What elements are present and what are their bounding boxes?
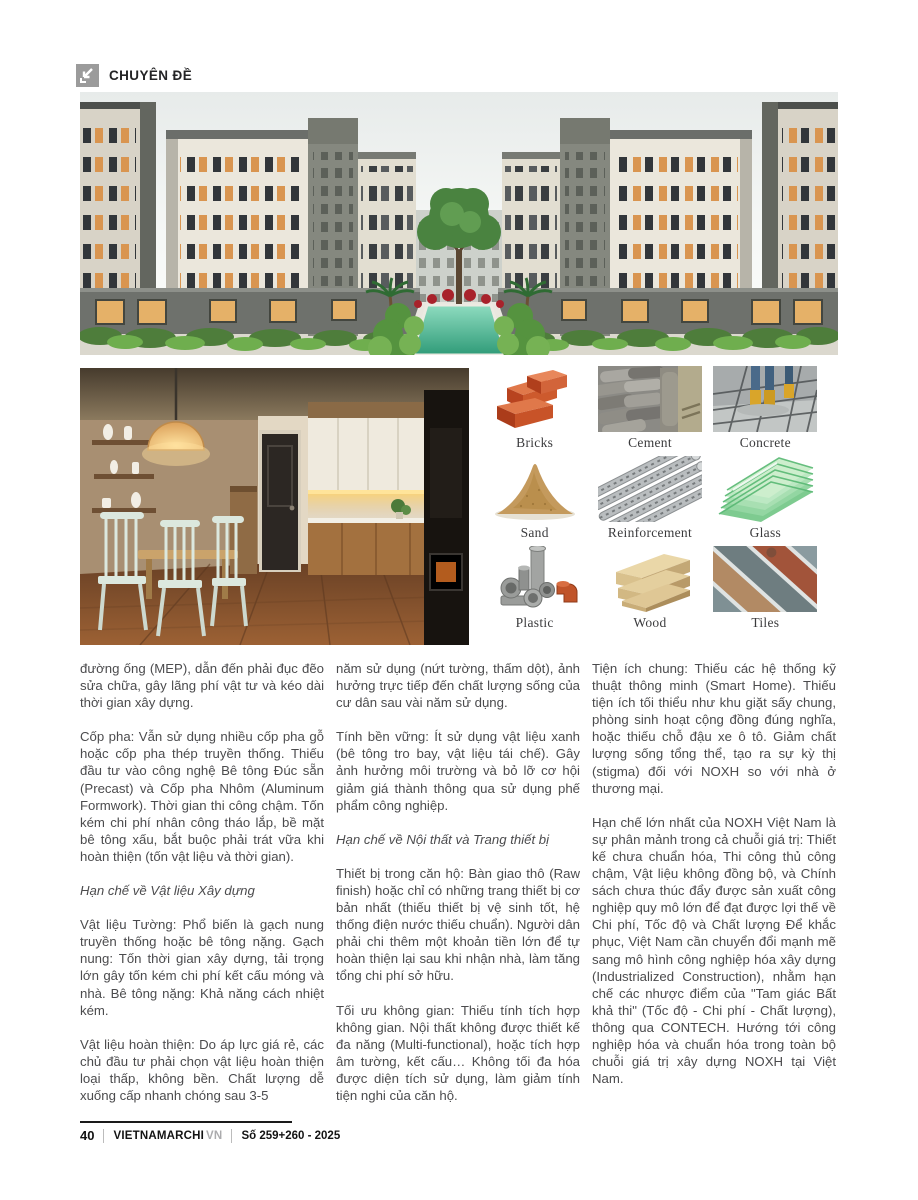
footer-divider bbox=[103, 1129, 104, 1143]
corner-arrow-icon bbox=[76, 64, 99, 87]
cement-image bbox=[598, 366, 702, 432]
text-column-1 bbox=[80, 660, 324, 1104]
text-column-2 bbox=[336, 660, 580, 1104]
paragraph: Cốp pha: Vẫn sử dụng nhiều cốp pha gỗ hoặc cốp pha thép truyền thống. Thiếu đầu tư vào công nghệ Bê tông Đúc sẵn (Precast) và Cốp pha Nhôm (Aluminum Formwork). Thời gian thi công chậm. Tốn kém chi phí nhân công tháo lắp, bề mặt bê tông xấu, bắt buộc phải trát vữa khi hoàn thiện (tốn vật liệu và thời gian). bbox=[80, 729, 324, 864]
apartment-complex-image bbox=[80, 92, 838, 355]
magazine-brand: VIETNAMARCHI VN bbox=[113, 1129, 223, 1142]
article-body bbox=[80, 660, 838, 1104]
material-label: Glass bbox=[749, 525, 782, 540]
paragraph: Thiết bị trong căn hộ: Bàn giao thô (Raw finish) hoặc chỉ có những trang thiết bị cơ bản nhất (thiếu thiết bị vệ sinh tốt, hệ thống điện nước thiếu chuẩn). Người dân phải chi thêm một khoản tiền lớn để tự hoàn thiện lại sau khi nhận nhà, làm tăng tổng chi phí sở hữu. bbox=[336, 865, 580, 984]
paragraph: Tính bền vững: Ít sử dụng vật liệu xanh (bê tông tro bay, vật liệu tái chế). Gây ảnh hưởng môi trường và bỏ lỡ cơ hội giảm giá thành thông qua sử dụng phế phẩm công nghiệp. bbox=[336, 729, 580, 813]
paragraph: Tiện ích chung: Thiếu các hệ thống kỹ thuật thông minh (Smart Home). Thiếu tiện ích tối thiểu như khu giặt sấy chung, phòng sinh hoạt cộng đồng đúng nghĩa, hoặc thiếu chỗ đậu xe ô tô. Giảm chất lượng sống tổng thể, tạo ra sự kỳ thị (stigma) đối với NOXH so với nhà ở thương mại. bbox=[592, 661, 836, 796]
paragraph: Hạn chế lớn nhất của NOXH Việt Nam là sự phân mảnh trong cả chuỗi giá trị: Thiết kế chưa chuẩn hóa, Thi công thủ công chậm, Vật liệu không đồng bộ, và Chính sách chưa thúc đẩy được sản xuất công nghiệp quy mô lớn để đạt được lợi thế về Chi phí, Tốc độ và Chất lượng Để khắc phục, Việt Nam cần chuyển đổi mạnh mẽ sang mô hình công nghiệp hóa xây dựng (Industrialized Construction), nhằm hạn chế các nhược điểm của "Tam giác Bất khả thi" (Tốc độ - Chi phí - Chất lượng), thông qua CONTECH. Hướng tới công nghiệp hóa và chuẩn hóa trong toàn bộ chuỗi giá trị xây dựng NOXH tại Việt Nam. bbox=[592, 814, 836, 1087]
hero-architectural-rendering bbox=[80, 92, 838, 355]
paragraph: đường ống (MEP), dẫn đến phải đục đẽo sửa chữa, gây lãng phí vật tư và kéo dài thời gian xây dựng. bbox=[80, 661, 324, 711]
material-concrete bbox=[713, 366, 818, 454]
paragraph: Vật liệu Tường: Phổ biến là gạch nung truyền thống hoặc bê tông nặng. Gạch nung: Tốn thời gian xây dựng, tải trọng lớn gây tốn kém chi phí kết cấu móng và nhà. Bê tông nặng: Khả năng cách nhiệt kém. bbox=[80, 917, 324, 1018]
reinforcement-image bbox=[598, 456, 702, 522]
section-heading: Hạn chế về Nội thất và Trang thiết bị bbox=[336, 831, 550, 847]
paragraph: năm sử dụng (nứt tường, thấm dột), ảnh hưởng trực tiếp đến chất lượng sống của cư dân sau vài năm sử dụng. bbox=[336, 661, 580, 711]
material-label: Bricks bbox=[516, 435, 554, 450]
material-label: Wood bbox=[633, 615, 667, 630]
issue-number: Số 259+260 - 2025 bbox=[241, 1129, 341, 1142]
page-number: 40 bbox=[80, 1128, 95, 1143]
material-bricks bbox=[482, 366, 587, 454]
footer-divider bbox=[231, 1129, 232, 1143]
page-footer bbox=[80, 1128, 340, 1143]
material-label: Tiles bbox=[751, 615, 780, 630]
material-label: Sand bbox=[520, 525, 549, 540]
material-reinforcement bbox=[597, 456, 702, 544]
brand-suffix: VN bbox=[206, 1129, 223, 1142]
text-column-3 bbox=[592, 660, 836, 1104]
section-heading: Hạn chế về Vật liệu Xây dựng bbox=[80, 883, 255, 899]
apartment-interior-photo bbox=[80, 368, 469, 645]
material-glass bbox=[713, 456, 818, 544]
plastic-image bbox=[483, 546, 587, 612]
kitchen-dining-image bbox=[80, 368, 469, 645]
material-label: Cement bbox=[628, 435, 672, 450]
material-wood bbox=[597, 546, 702, 634]
section-kicker bbox=[76, 64, 192, 87]
material-sand bbox=[482, 456, 587, 544]
tiles-image bbox=[713, 546, 817, 612]
paragraph: Vật liệu hoàn thiện: Do áp lực giá rẻ, các chủ đầu tư phải chọn vật liệu hoàn thiện loại thấp, không bền. Chất lượng dễ xuống cấp nhanh chóng sau 3-5 bbox=[80, 1036, 324, 1103]
glass-image bbox=[713, 456, 817, 522]
bricks-image bbox=[483, 366, 587, 432]
section-label: CHUYÊN ĐỀ bbox=[109, 68, 193, 83]
sand-image bbox=[483, 456, 587, 522]
material-tiles bbox=[713, 546, 818, 634]
concrete-image bbox=[713, 366, 817, 432]
material-label: Concrete bbox=[739, 435, 791, 450]
material-plastic bbox=[482, 546, 587, 634]
paragraph: Tối ưu không gian: Thiếu tính tích hợp không gian. Nội thất không được thiết kế đa năng (Multi-functional), hoặc tích hợp âm tường, kết cấu… Không tối đa hóa được diện tích sử dụng, làm giảm tính tiện nghi của căn hộ. bbox=[336, 1002, 580, 1103]
building-materials-grid bbox=[482, 366, 818, 634]
footer-rule bbox=[80, 1121, 292, 1123]
wood-image bbox=[598, 546, 702, 612]
material-label: Reinforcement bbox=[607, 525, 693, 540]
material-cement bbox=[597, 366, 702, 454]
material-label: Plastic bbox=[515, 615, 554, 630]
